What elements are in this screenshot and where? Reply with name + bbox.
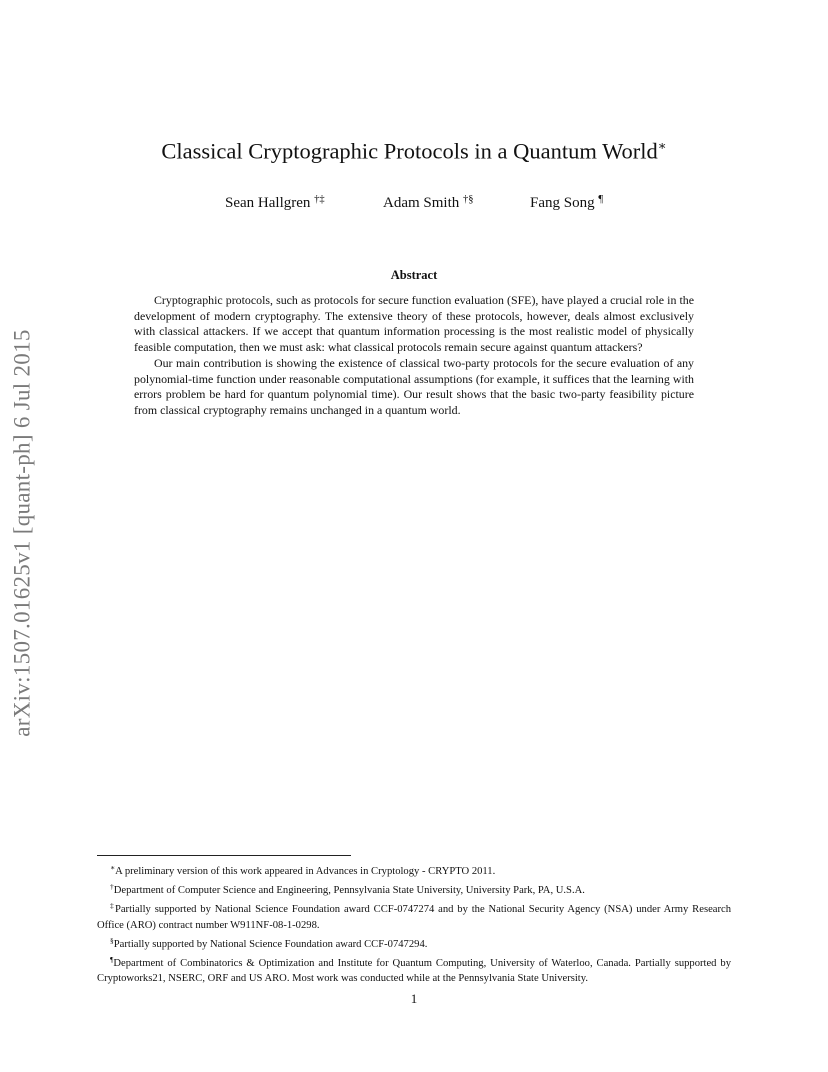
- author-affiliation-marks: ¶: [598, 194, 604, 205]
- footnote-text: Department of Combinatorics & Optimization and Institute for Quantum Computing, University of Waterloo, Canada. Partially supported by Cryptoworks21, NSERC, ORF and US ARO. Most work was conducted while at the Pennsylvania State University.: [97, 958, 731, 985]
- footnote-mark: §: [110, 935, 114, 945]
- footnote-waterloo-affiliation: [97, 952, 731, 986]
- author-adam-smith: [383, 194, 474, 212]
- author-list: [220, 194, 620, 216]
- footnote-separator: [97, 855, 351, 856]
- arxiv-identifier-text: arXiv:1507.01625v1 [quant-ph] 6 Jul 2015: [10, 329, 35, 737]
- arxiv-identifier-stamp: [4, 292, 42, 774]
- footnote-nsf-nsa-support: [97, 898, 731, 932]
- footnote-mark: ∗: [110, 863, 116, 872]
- footnote-text: Partially supported by National Science Foundation award CCF-0747274 and by the National Security Agency (NSA) under Army Research Office (ARO) contract number W911NF-08-1-0298.: [97, 904, 732, 931]
- abstract-paragraph: Cryptographic protocols, such as protocols for secure function evaluation (SFE), have played a crucial role in the development of modern cryptography. The extensive theory of these protocols, however, deals almost exclusively with classical attackers. If we accept that quantum information processing is the most realistic model of physically feasible computation, then we must ask: what classical protocols remain secure against quantum attackers?: [134, 293, 694, 355]
- abstract-heading: Abstract: [390, 268, 438, 282]
- page-number: 1: [410, 991, 418, 1006]
- author-affiliation-marks: †‡: [314, 194, 325, 205]
- title-footnote-mark: ∗: [657, 138, 667, 153]
- author-affiliation-marks: †§: [463, 194, 474, 205]
- footnote-mark: ¶: [110, 955, 114, 965]
- author-sean-hallgren: [225, 194, 325, 212]
- footnote-penn-state-affiliation: [97, 879, 731, 898]
- abstract-body: [134, 293, 694, 419]
- author-name: Sean Hallgren: [225, 195, 311, 211]
- footnote-mark: †: [110, 882, 114, 892]
- author-name: Adam Smith: [383, 195, 460, 211]
- paper-title-text: Classical Cryptographic Protocols in a Quantum World: [161, 138, 658, 164]
- author-fang-song: [530, 194, 603, 212]
- footnotes: [97, 860, 731, 986]
- footnote-text: Department of Computer Science and Engineering, Pennsylvania State University, University Park, PA, U.S.A.: [113, 885, 585, 897]
- footnote-preliminary-version: [97, 860, 731, 879]
- paper-title: [0, 138, 828, 165]
- abstract-paragraph: Our main contribution is showing the existence of classical two-party protocols for the secure evaluation of any polynomial-time function under reasonable computational assumptions (for example, it suffices that the learning with errors problem be hard for quantum polynomial time). Our result shows that the basic two-party feasibility picture from classical cryptography remains unchanged in a quantum world.: [134, 355, 694, 417]
- footnote-nsf-support: [97, 933, 731, 952]
- footnote-mark: ‡: [110, 901, 115, 911]
- author-name: Fang Song: [530, 195, 595, 211]
- footnote-text: Partially supported by National Science Foundation award CCF-0747294.: [113, 938, 428, 950]
- footnote-text: A preliminary version of this work appeared in Advances in Cryptology - CRYPTO 2011.: [115, 866, 496, 877]
